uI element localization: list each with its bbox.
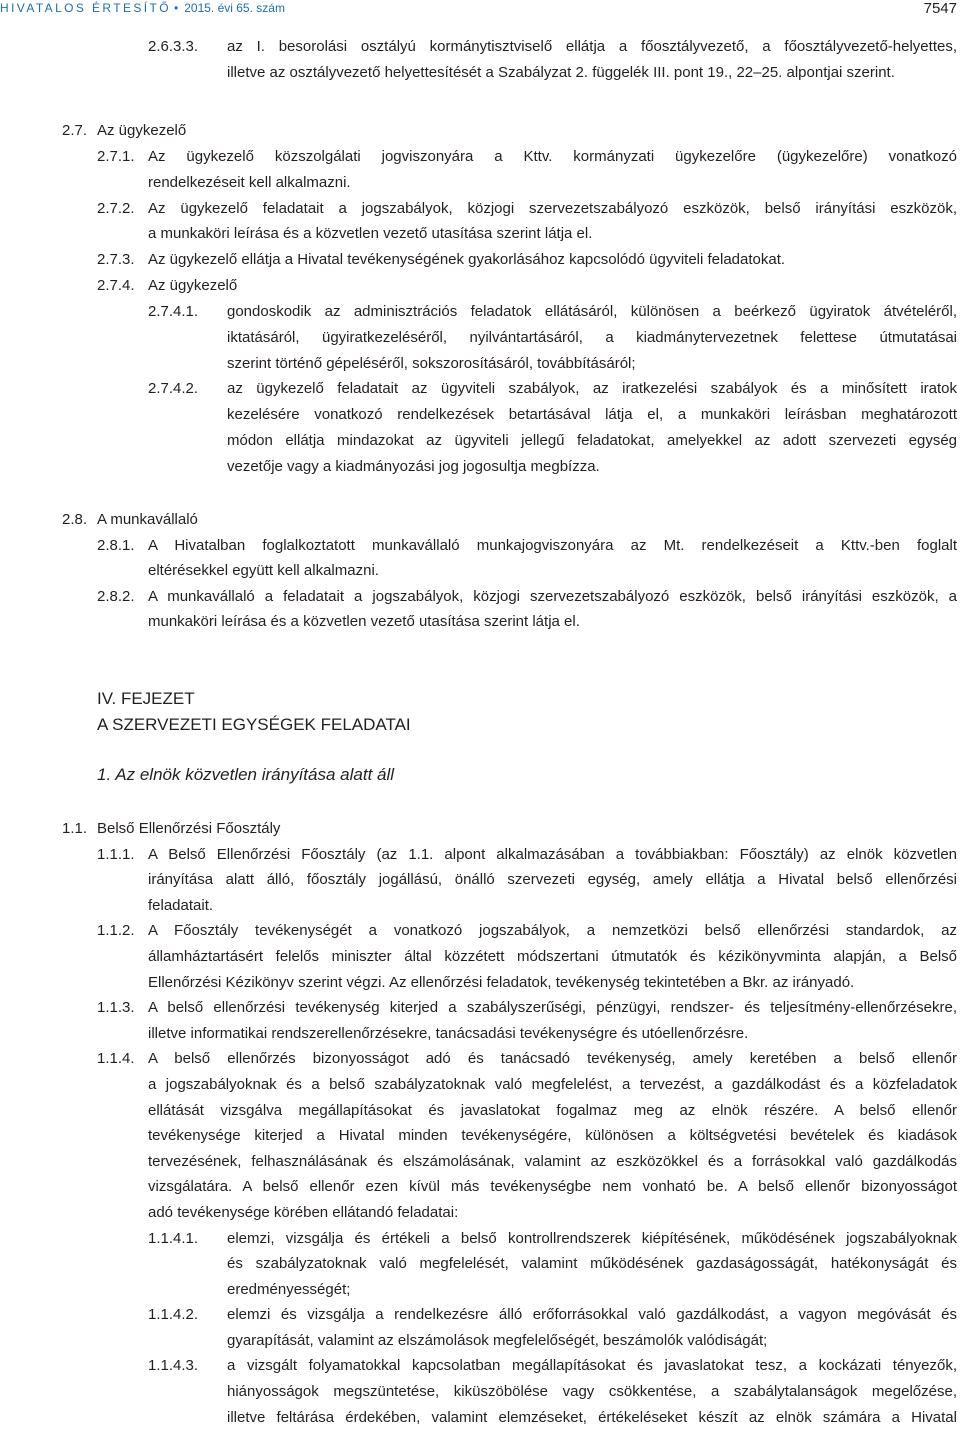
text-line: rendelkezéseit kell alkalmazni. [148, 173, 351, 191]
bullet-separator: • [174, 1, 179, 15]
text-line: a jogszabályoknak és a belső szabályzatoknak való megfelelést, a tervezést, a gazdálkodást és a közfeladatok [148, 1075, 957, 1093]
text-line: vezetője vagy a kiadmányozási jog jogosultja megbízza. [227, 457, 600, 475]
paragraph-text [148, 533, 957, 584]
item-number: 1.1.4. [97, 1050, 135, 1068]
page-number: 7547 [923, 0, 957, 17]
item-number: 1.1.4.1. [148, 1229, 199, 1247]
section-title [97, 816, 957, 842]
text-line: tevékenysége kiterjed a Hivatal minden tevékenységére, különösen a költségvetési bevételek és kiadások [148, 1127, 957, 1145]
item-number: 2.7.3. [97, 251, 135, 269]
chapter-text [97, 686, 957, 737]
text-line: Belső Ellenőrzési Főosztály [97, 820, 281, 837]
text-line: tervezésének, felhasználásának és elszámolásának, valamint az eszközökkel és a forrásokkal való gazdálkodás [148, 1152, 957, 1170]
paragraph-1-1-4-3 [0, 1353, 960, 1430]
text-line: államháztartásért felelős miniszter által közzétett módszertani útmutatók és kézikönyvminta alapján, a Belső [148, 947, 957, 965]
item-number: 2.6.3.3. [148, 38, 199, 55]
chapter-label: IV. FEJEZET [97, 689, 195, 708]
section-title [97, 507, 957, 533]
paragraph-1-1-1 [0, 842, 960, 919]
paragraph-text [148, 273, 957, 299]
section-heading-2-8 [0, 507, 960, 533]
text-line: az ügykezelő feladatait az ügyviteli szabályok, az iratkezelési szabályok és a minősített iratok [227, 380, 957, 398]
item-number: 1.1.4.2. [148, 1306, 199, 1324]
paragraph-2-7-4-2 [0, 376, 960, 479]
text-line: szerint történő gépeléséről, sokszorosításáról, továbbításáról; [227, 354, 636, 372]
paragraph-text [227, 1353, 957, 1430]
text-line: ellátását vizsgálva megállapításokat és javaslatokat fogalmaz meg az elnök részére. A belső ellenőr [148, 1101, 957, 1119]
text-line: iktatásáról, ügyiratkezeléséről, nyilvántartásáról, a kiadmánytervezetnek felettese útmutatásai [227, 328, 957, 346]
text-line: eredményességét; [227, 1280, 351, 1298]
item-number: 2.8.2. [97, 587, 135, 605]
text-line: Az ügykezelő közszolgálati jogviszonyára a Kttv. kormányzati ügykezelőre (ügykezelőre) vonatkozó [148, 147, 957, 165]
text-line: A munkavállaló a feladatait a jogszabályok, közjogi szervezetszabályozó eszközök, belső irányítási eszközök, a [148, 587, 957, 605]
item-number: 2.7.2. [97, 199, 135, 217]
chapter-title: A SZERVEZETI EGYSÉGEK FELADATAI [97, 714, 411, 734]
text-line: munkaköri leírása és a közvetlen vezető utasítása szerint látja el. [148, 613, 580, 631]
issue-label: 2015. évi 65. szám [184, 1, 285, 15]
paragraph-text [227, 1226, 957, 1303]
paragraph-text [148, 144, 957, 196]
item-number: 2.7.4. [97, 277, 135, 295]
section-title [97, 118, 957, 144]
subchapter-title: 1. Az elnök közvetlen irányítása alatt áll [97, 765, 395, 784]
paragraph-1-1-4-2 [0, 1302, 960, 1353]
subchapter-heading-row [0, 762, 960, 788]
text-line: Az ügykezelő [148, 277, 238, 295]
item-number: 1.1.1. [97, 845, 135, 863]
section-number: 2.7. [62, 122, 88, 139]
text-line: illetve az osztályvezető helyettesítését a Szabályzat 2. függelék III. pont 19., 22–25. alpontjai szerint. [227, 63, 895, 81]
text-line: feladatait. [148, 896, 214, 914]
text-line: Az ügykezelő [97, 122, 187, 139]
paragraph-text [148, 918, 957, 995]
paragraph-text [148, 995, 957, 1046]
paragraph-text [148, 247, 957, 273]
paragraph-text [148, 1046, 957, 1225]
paragraph-text [227, 1302, 957, 1353]
section-number: 1.1. [62, 820, 88, 837]
item-number: 1.1.4.3. [148, 1357, 199, 1375]
paragraph-2-8-2 [0, 584, 960, 635]
item-number: 2.7.1. [97, 147, 135, 165]
paragraph-2-7-1 [0, 144, 960, 196]
chapter-heading [0, 686, 960, 737]
paragraph-1-1-4-1 [0, 1226, 960, 1303]
paragraph-2-8-1 [0, 533, 960, 584]
text-line: gyarapítását, valamint az elszámolások megfelelőségét, beszámolók valódiságát; [227, 1331, 768, 1349]
paragraph-text [148, 196, 957, 248]
subchapter-heading [0, 762, 960, 788]
item-number: 2.7.4.2. [148, 380, 199, 398]
item-number: 1.1.3. [97, 999, 135, 1017]
text-line: módon ellátja mindazokat az ügyviteli jellegű feladatokat, amelyekkel az adott szervezeti egység [227, 432, 957, 450]
paragraph-2-7-3 [0, 247, 960, 273]
paragraph-1-1-2 [0, 918, 960, 995]
text-line: a munkaköri leírása és a közvetlen vezető utasítása szerint látja el. [148, 225, 593, 243]
block-2-6-3-3 [0, 34, 960, 85]
item-number: 2.7.4.1. [148, 302, 199, 320]
paragraph-2-7-4-1 [0, 299, 960, 377]
paragraph-text [227, 34, 957, 85]
section-heading-2-7 [0, 118, 960, 144]
text-line: a vizsgált folyamatokkal kapcsolatban megállapításokat és javaslatokat tesz, a kockázati tényezők, [227, 1357, 957, 1375]
section-2-8 [0, 507, 960, 635]
paragraph-text [148, 842, 957, 919]
subchapter-text [97, 762, 957, 788]
paragraph-2-6-3-3 [0, 34, 960, 85]
text-line: Az ügykezelő ellátja a Hivatal tevékenységének gyakorlásához kapcsolódó ügyviteli feladatokat. [148, 251, 786, 269]
text-line: adó tevékenysége körében ellátandó feladatai: [148, 1203, 459, 1221]
paragraph-2-7-4 [0, 273, 960, 299]
paragraph-2-7-2 [0, 196, 960, 248]
section-number: 2.8. [62, 511, 88, 528]
text-line: Az ügykezelő feladatait a jogszabályok, közjogi szervezetszabályozó eszközök, belső irányítási eszközök, [148, 199, 957, 217]
section-2-7 [0, 118, 960, 480]
text-line: vizsgálatára. A belső ellenőr ezen kívül más tevékenységbe nem vonható be. A belső ellenőr bizonyosságot [148, 1178, 957, 1196]
text-line: elemzi és vizsgálja a rendelkezésre álló erőforrásokkal való gazdálkodást, a vagyon megóvását és [227, 1306, 957, 1324]
text-line: A Belső Ellenőrzési Főosztály (az 1.1. alpont alkalmazásában a továbbiakban: Főosztály) az elnök közvetlen [148, 845, 957, 863]
paragraph-text [148, 584, 957, 635]
text-line: A Főosztály tevékenységét a vonatkozó jogszabályok, a nemzetközi belső ellenőrzési standardok, az [148, 922, 957, 940]
publication-title: HIVATALOS ÉRTESÍTŐ [0, 1, 172, 15]
text-line: A Hivatalban foglalkoztatott munkavállaló munkajogviszonyára az Mt. rendelkezéseit a Kttv.-ben foglalt [148, 536, 957, 554]
text-line: irányítása alatt álló, főosztály jogállású, önálló szervezeti egység, amely ellátja a Hivatal belső ellenőrzési [148, 871, 957, 889]
section-1-1 [0, 816, 960, 1430]
text-line: illetve feltárása érdekében, valamint elemzéseket, értékeléseket készít az elnök számára a Hivatal [227, 1408, 957, 1426]
text-line: A belső ellenőrzési tevékenység kiterjed a szabályszerűségi, pénzügyi, rendszer- és teljesítmény-ellenőrzésekre, [148, 999, 957, 1017]
text-line: az I. besorolási osztályú kormánytisztviselő ellátja a főosztályvezető, a főosztályvezető-helyettes, [227, 38, 957, 55]
text-line: Ellenőrzési Kézikönyv szerint végzi. Az ellenőrzési feladatok, tevékenység tekintetében a Bkr. az irányadó. [148, 973, 855, 991]
text-line: kezelésére vonatkozó rendelkezések betartásával látja el, a munkaköri leírásban meghatározott [227, 406, 957, 424]
text-line: gondoskodik az adminisztrációs feladatok ellátásáról, különösen a beérkező ügyiratok átvételéről, [227, 302, 957, 320]
text-line: illetve informatikai rendszerellenőrzésekre, tanácsadási tevékenységre és utóellenőrzésre. [148, 1024, 749, 1042]
text-line: hiányosságok megszüntetése, kiküszöbölése vagy csökkentése, a szabálytalanságok megelőzése, [227, 1383, 957, 1401]
chapter-heading-row [0, 686, 960, 737]
text-line: A munkavállaló [97, 511, 198, 528]
item-number: 2.8.1. [97, 536, 135, 554]
text-line: és szabályzatoknak való megfelelését, valamint működésének gazdaságosságát, hatékonyságát és [227, 1255, 957, 1273]
paragraph-text [227, 376, 957, 479]
item-number: 1.1.2. [97, 922, 135, 940]
paragraph-text [227, 299, 957, 377]
text-line: A belső ellenőrzés bizonyosságot adó és tanácsadó tevékenység, amely keretében a belső ellenőr [148, 1050, 957, 1068]
section-heading-1-1 [0, 816, 960, 842]
text-line: eltérésekkel együtt kell alkalmazni. [148, 562, 379, 580]
running-header [0, 0, 957, 17]
text-line: elemzi, vizsgálja és értékeli a belső kontrollrendszerek kiépítésének, működésének jogszabályoknak [227, 1229, 957, 1247]
paragraph-1-1-4 [0, 1046, 960, 1225]
paragraph-1-1-3 [0, 995, 960, 1046]
